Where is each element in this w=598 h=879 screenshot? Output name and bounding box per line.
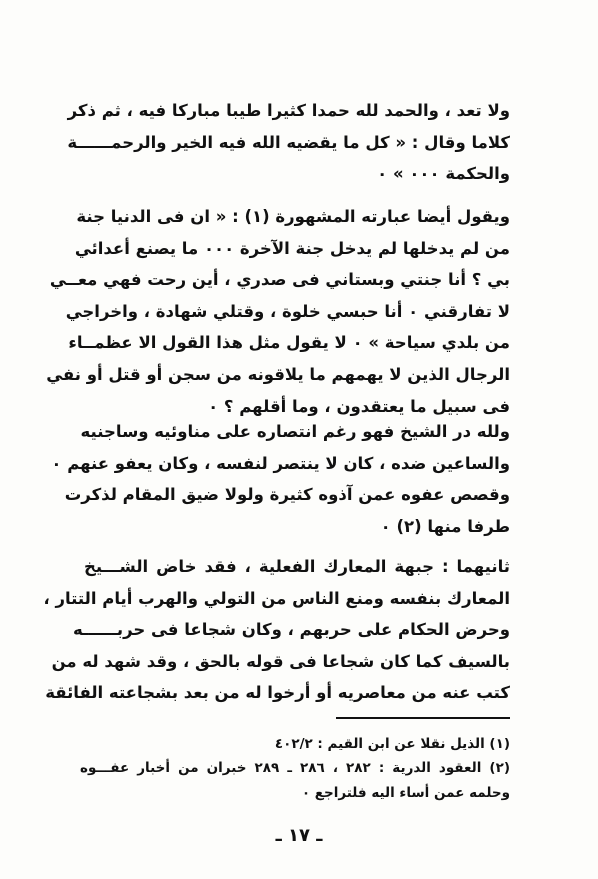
text-line: والحكمة ٠٠٠ » ٠ [377, 164, 510, 184]
text-line: ولا تعد ، والحمد لله حمدا كثيرا طيبا مباركا فيه ، ثم ذكر [67, 101, 510, 120]
text-line: وقصص عفوه عمن آذوه كثيرة ولولا ضيق المقام لذكرت [64, 485, 510, 505]
text-line: طرفا منها (٢) ٠ [380, 516, 510, 536]
text-line: الرجال الذين لا يهمهم ما يلاقونه من سجن أو قتل أو نفي [46, 364, 510, 384]
footnote-1: (١) الذيل نقلا عن ابن القيم : ٤٠٢/٢ [274, 736, 510, 752]
footnote-2: (٢) العقود الدرية : ٢٨٢ ، ٢٨٦ ـ ٢٨٩ خبران من أخبار عفـــوه [80, 760, 510, 776]
paragraph-3 [51, 416, 510, 542]
text-line: بي ؟ أنا جنتي وبستاني فى صدري ، أين رحت فهي معــي [49, 270, 510, 290]
text-line: ولله در الشيخ فهو رغم انتصاره على مناوئيه وساجنيه [80, 422, 510, 441]
paragraph-4 [43, 551, 510, 709]
text-line: من لم يدخلها لم يدخل جنة الآخرة ٠٠٠ ما يصنع أعدائي [74, 238, 510, 258]
text-line: والساعين ضده ، كان لا ينتصر لنفسه ، وكان يعفو عنهم ٠ [51, 453, 510, 473]
paragraph-1 [67, 95, 510, 190]
text-line: لا تفارقني ٠ أنا حبسي خلوة ، وقتلي شهادة ، واخراجي [65, 301, 510, 321]
text-line: المعارك بنفسه ومنع الناس من التولي والهرب أيام التتار ، [43, 588, 510, 608]
footnote-2-continuation: وحلمه عمن أساء اليه فلتراجع ٠ [301, 785, 510, 801]
text-line: فى سبيل ما يعتقدون ، وما أقلهم ؟ ٠ [208, 396, 510, 416]
text-line: من بلدي سياحة » ٠ لا يقول مثل هذا القول الا عظمــاء [68, 333, 510, 353]
text-line: كلاما وقال : « كل ما يقضيه الله فيه الخير والرحمــــــة [67, 132, 510, 152]
text-line: كتب عنه من معاصريه أو أرخوا له من بعد بشجاعته الفائقة [45, 683, 510, 703]
text-line: ثانيهما : جبهة المعارك الفعلية ، فقد خاض الشـــيخ [84, 557, 510, 576]
text-line: ويقول أيضا عبارته المشهورة (١) : « ان فى الدنيا جنة [76, 207, 510, 226]
text-line: وحرض الحكام على حربهم ، وكان شجاعا فى حربــــــه [73, 620, 510, 640]
footnote-divider [336, 717, 510, 719]
text-line: بالسيف كما كان شجاعا فى قوله بالحق ، وقد شهد له من [51, 651, 510, 671]
page-number: ـ ١٧ ـ [275, 825, 323, 846]
paragraph-2 [46, 201, 510, 422]
